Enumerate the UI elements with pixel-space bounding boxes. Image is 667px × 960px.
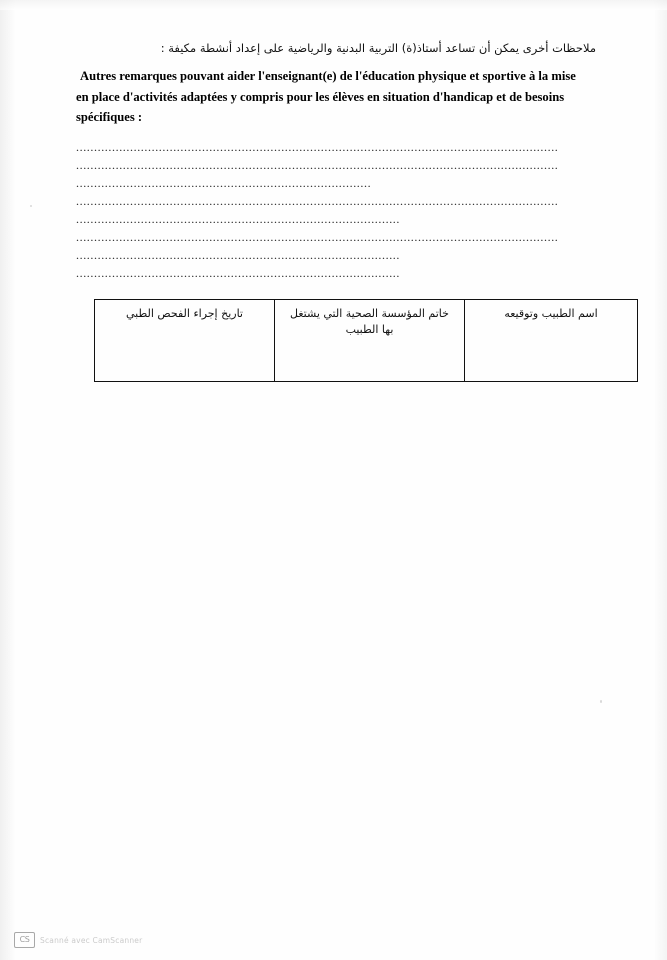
answer-line: .......................................................................................... (76, 248, 400, 263)
heading-french-line-1: Autres remarques pouvant aider l'enseignant(e) de l'éducation physique et sportive à la mise (80, 69, 576, 84)
answer-line: .......................................................................................... (76, 212, 400, 227)
answer-line: ...................................................................................................................................... (76, 194, 559, 209)
answer-line: .................................................................................. (76, 176, 372, 191)
document-body (76, 40, 596, 281)
camscanner-label: Scanné avec CamScanner (40, 935, 143, 945)
answer-line: ...................................................................................................................................... (76, 140, 559, 155)
heading-french-line-3: spécifiques : (76, 110, 143, 125)
camscanner-watermark (14, 932, 142, 948)
scan-edge-right (653, 0, 667, 960)
answer-line: ...................................................................................................................................... (76, 158, 559, 173)
heading-french (76, 66, 596, 127)
answer-lines (76, 137, 596, 281)
camscanner-badge-icon: CS (14, 932, 35, 948)
scan-speck (600, 700, 602, 703)
scan-edge-left (0, 0, 16, 960)
signature-table (94, 299, 638, 382)
answer-line: ...................................................................................................................................... (76, 230, 559, 245)
table-row (95, 300, 638, 382)
heading-arabic: ملاحظات أخرى يمكن أن تساعد أستاذ(ة) التربية البدنية والرياضية على إعداد أنشطة مكيفة : (160, 41, 596, 55)
table-cell-health-facility-stamp: خاتم المؤسسة الصحية التي يشتغل بها الطبيب (275, 300, 465, 382)
table-cell-doctor-name-signature: اسم الطبيب وتوقيعه (465, 300, 638, 382)
scan-edge-top (0, 0, 667, 10)
heading-french-line-2: en place d'activités adaptées y compris pour les élèves en situation d'handicap et de besoins (76, 89, 565, 104)
scan-speck (30, 205, 32, 207)
table-cell-exam-date: تاريخ إجراء الفحص الطبي (95, 300, 275, 382)
answer-line: .......................................................................................... (76, 266, 400, 281)
